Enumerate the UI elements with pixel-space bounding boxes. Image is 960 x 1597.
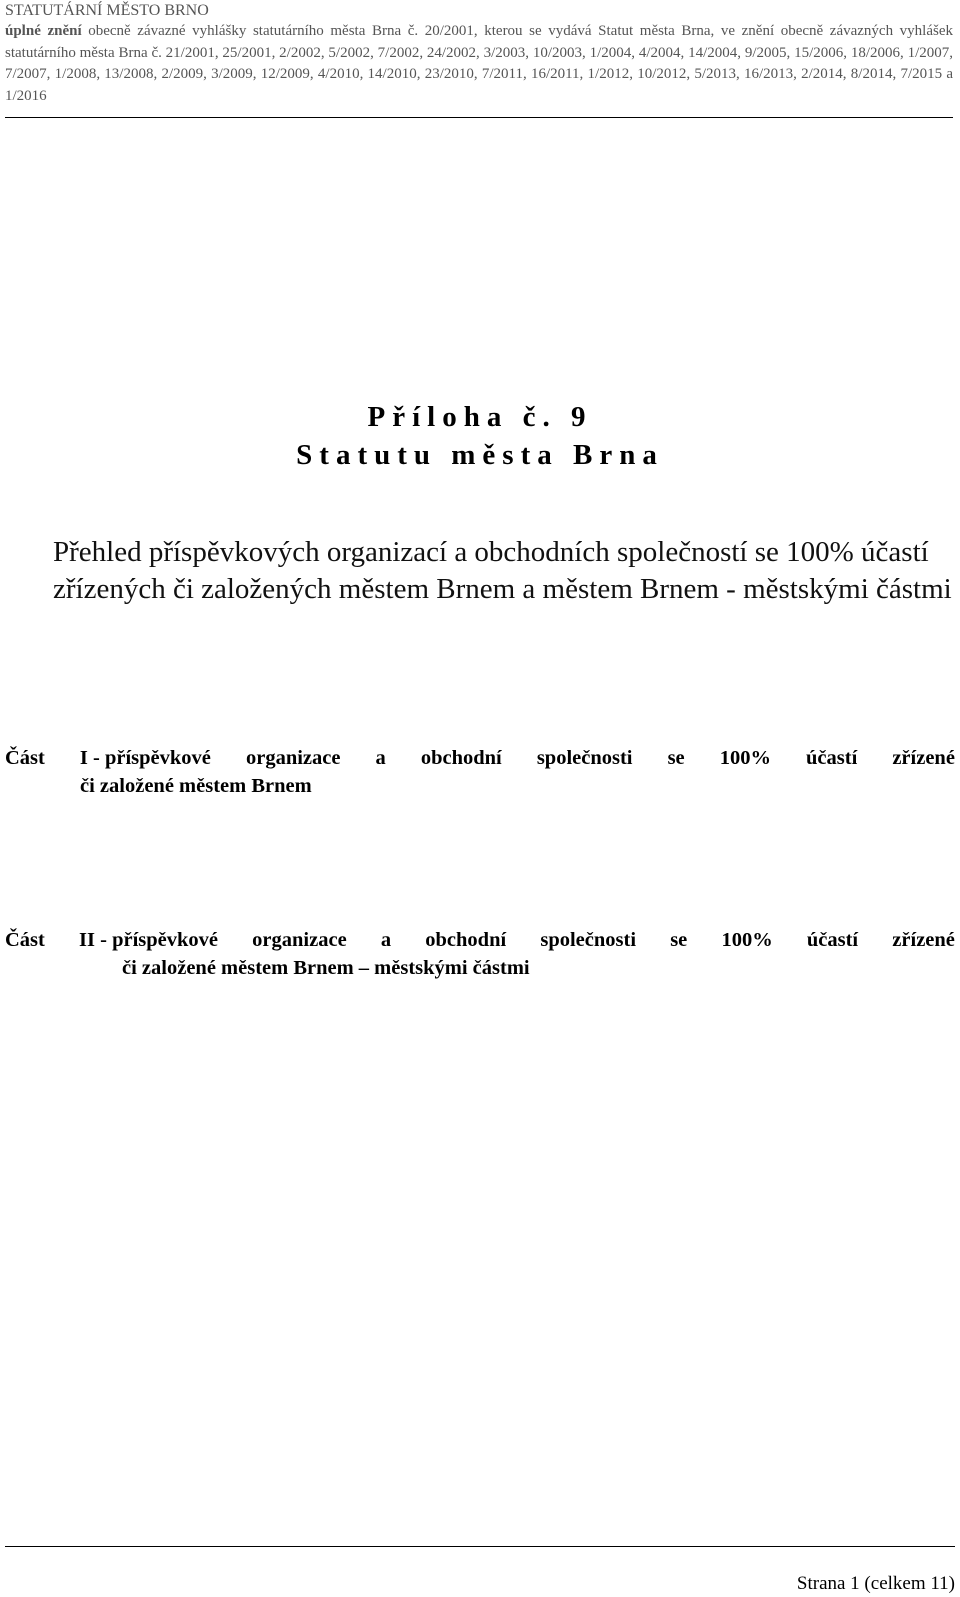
annex-title [0, 398, 960, 474]
footer-divider [5, 1546, 955, 1547]
part-word: se [667, 747, 685, 769]
part-word: obchodní [420, 747, 502, 769]
part-word: Část [5, 929, 45, 951]
part-2-line1 [5, 926, 955, 954]
part-2-line2: či založené městem Brnem – městskými částmi [122, 957, 530, 979]
part-word: obchodní [425, 929, 507, 951]
document-header [5, 0, 953, 107]
part-word: se [670, 929, 688, 951]
part-1-heading [5, 744, 955, 800]
part-word: zřízené [892, 929, 955, 951]
header-text: obecně závazné vyhlášky statutárního města Brna č. 20/2001, kterou se vydává Statut města Brna, ve znění obecně závazných vyhlášek statutárního města Brna č. 21/2001, 25/2001, 2/2002, 5/2002, 7/2002, 24/2002, 3/2003, 10/2003, 1/2004, 4/2004, 14/2004, 9/2005, 15/2006, 18/2006, 1/2007, 7/2007, 1/2008, 13/2008, 2/2009, 3/2009, 12/2009, 4/2010, 14/2010, 23/2010, 7/2011, 16/2011, 1/2012, 10/2012, 5/2013, 16/2013, 2/2014, 8/2014, 7/2015 a 1/2016 [5, 23, 953, 104]
page-number: Strana 1 (celkem 11) [796, 1573, 955, 1594]
part-2-heading [5, 926, 955, 982]
part-word: zřízené [892, 747, 955, 769]
part-1-line2: či založené městem Brnem [80, 775, 312, 797]
part-word: společnosti [536, 747, 633, 769]
part-word: společnosti [540, 929, 637, 951]
part-word: organizace [252, 929, 347, 951]
annex-subtitle: Přehled příspěvkových organizací a obchodních společností se 100% účastí zřízených či založených městem Brnem a městem Brnem - městskými částmi [53, 536, 952, 605]
part-word: II - příspěvkové [79, 929, 218, 951]
organization-name: STATUTÁRNÍ MĚSTO BRNO [5, 2, 209, 19]
part-word: 100% [719, 747, 771, 769]
part-1-line1 [5, 744, 955, 772]
annex-title-line2: Statutu města Brna [296, 439, 664, 471]
part-word: 100% [721, 929, 773, 951]
part-word: I - příspěvkové [79, 747, 211, 769]
annex-title-line1: Příloha č. 9 [367, 401, 593, 433]
header-prefix: úplné znění [5, 23, 82, 39]
part-word: účastí [806, 747, 858, 769]
part-word: a [380, 929, 392, 951]
header-divider [5, 117, 953, 118]
part-word: a [375, 747, 386, 769]
part-word: účastí [806, 929, 859, 951]
part-word: organizace [245, 747, 341, 769]
part-word: Část [5, 747, 45, 769]
